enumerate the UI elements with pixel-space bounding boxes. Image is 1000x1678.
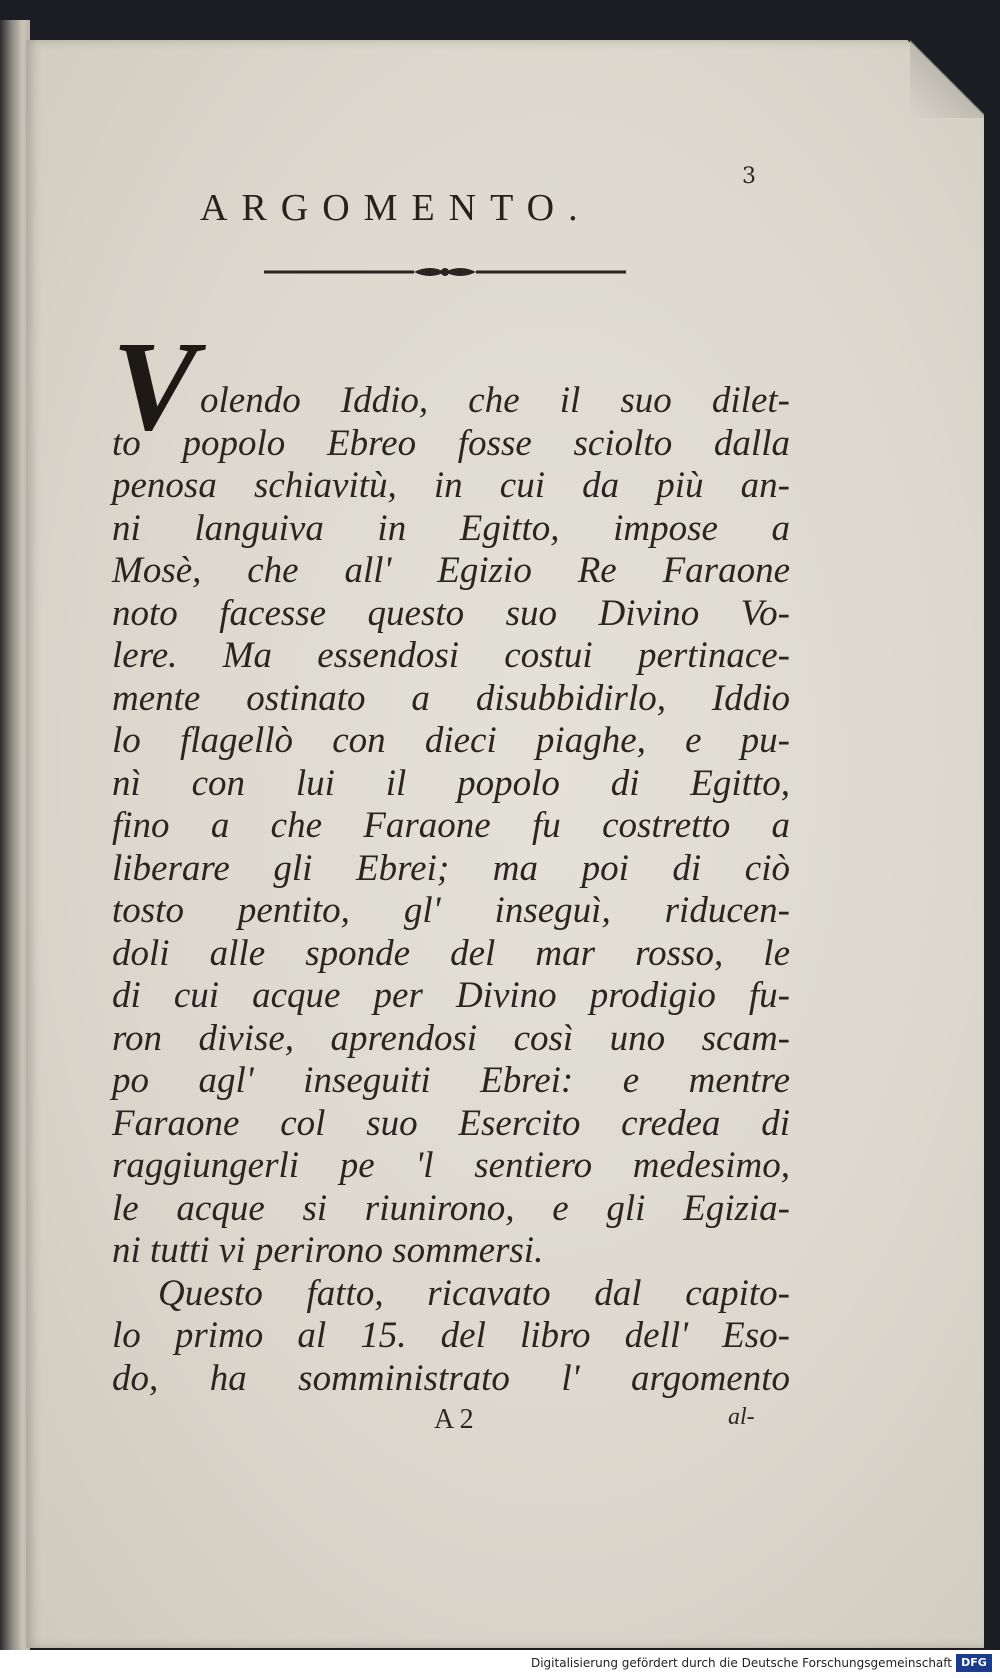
text-line: liberare gli Ebrei; ma poi di ciò (112, 847, 790, 889)
text-line: ni tutti vi perirono sommersi. (112, 1230, 544, 1271)
footer-credit: Digitalisierung gefördert durch die Deutsche Forschungsgemeinschaft (530, 1656, 952, 1670)
text-line: lere. Ma essendosi costui pertinace- (112, 635, 790, 676)
text-line: Questo fatto, ricavato dal capito- (158, 1272, 790, 1314)
text-line: le acque si riunirono, e gli Egizia- (112, 1187, 790, 1229)
text-line: fino a che Faraone fu costretto a (112, 805, 790, 846)
signature-mark: A 2 (434, 1404, 474, 1435)
drop-cap: V (112, 315, 198, 457)
text-line: di cui acque per Divino prodigio fu- (112, 975, 790, 1016)
text-line: ron divise, aprendosi così uno scam- (112, 1017, 790, 1059)
text-line: Mosè, che all' Egizio Re Faraone (112, 550, 790, 591)
text-line: tosto pentito, gl' inseguì, riducen- (112, 890, 790, 931)
text-line: raggiungerli pe 'l sentiero medesimo, (112, 1145, 790, 1186)
text-line: mente ostinato a disubbidirlo, Iddio (112, 677, 790, 719)
text-line: doli alle sponde del mar rosso, le (112, 932, 790, 974)
catchword: al- (728, 1404, 755, 1430)
text-line: to popolo Ebreo fosse sciolto dalla (112, 422, 790, 464)
text-line: olendo Iddio, che il suo dilet- (200, 380, 790, 421)
ornament-rule (264, 262, 626, 282)
text-line: lo flagellò con dieci piaghe, e pu- (112, 720, 790, 761)
dfg-logo: DFG (956, 1654, 992, 1672)
body-text (112, 380, 790, 1400)
page-number: 3 (742, 164, 756, 189)
text-line: Faraone col suo Esercito credea di (112, 1102, 790, 1144)
text-line: penosa schiavitù, in cui da più an- (112, 465, 790, 506)
text-line: nì con lui il popolo di Egitto, (112, 762, 790, 804)
text-line: po agl' inseguiti Ebrei: e mentre (112, 1060, 790, 1101)
page-heading: ARGOMENTO. (200, 187, 592, 229)
text-line: ni languiva in Egitto, impose a (112, 507, 790, 549)
text-line: noto facesse questo suo Divino Vo- (112, 592, 790, 634)
text-line: lo primo al 15. del libro dell' Eso- (112, 1315, 790, 1356)
footer-bar (0, 1650, 1000, 1678)
book-spine (0, 20, 30, 1650)
folded-corner (910, 40, 984, 118)
text-line: do, ha somministrato l' argomento (112, 1357, 790, 1399)
